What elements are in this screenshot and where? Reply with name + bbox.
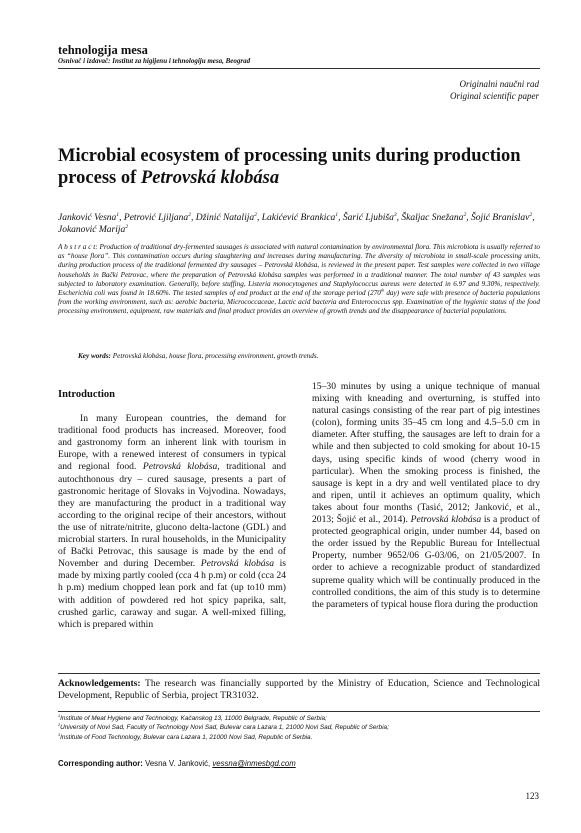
acknowledgements-label: Acknowledgements: [58, 678, 146, 689]
abstract-text-end: day) were safe with presence of bacteria populations from the working environment, such as: aerobic bacteria, Micrococcaceae, Lactic acid bacteria and Enterococcus spp. Examination of the hygienic status of the food processing environment, equipment, raw materials and final product provides an overview of growth trends and the disappearance of bacterial populations. [58, 289, 540, 316]
paper-type [450, 78, 539, 102]
author-affiliation-number: 2 [188, 211, 192, 218]
author-list: Janković Vesna$^1$, Petrović Ljiljana$^2$, Džinić Natalija$^2$, Lakićević Brankica$^1$, Šarić Ljubiša$^3$, Škaljac Snežana$^2$, Šojić Branislav$^2$, Jokanović Marija$^2$ [58, 211, 535, 235]
paper-type-local: Originalni naučni rad [459, 79, 539, 89]
journal-publisher: Osnivač i izdavač: Institut za higijenu i tehnologiju mesa, Beograd [58, 57, 251, 65]
intro-text: , traditional and autochthonous dry – cured sausage, presents a part of gastronomic heritage of Slovaks in Vojvodina. Nowadays, they are manufacturing the product in a traditional way according to the original recipe of their ancestors, without the use of nitrate/nitrite, glucono delta-lactone (GDL) and microbial starters. In rural households, in the Municipality of Bački Petrovac, this sausage is made by the end of November and during December. [58, 461, 287, 570]
acknowledgements-text: The research was financially supported by the Ministry of Education, Science and Technological Development, Republic of Serbia, project TR31032. [58, 678, 540, 702]
abstract-superscript: th [380, 287, 385, 293]
intro-text: 15–30 minutes by using a unique technique of manual mixing with kneading and overturning, is stuffed into natural casings consisting of the rear part of pig intestines (colon), forming units 35–45 cm long and 4.5–5.0 cm in diameter. After stuffing, the sausages are left to drain for a while and then subjected to cold smoking for about 10-15 days, using specific kinds of wood (cherry wood in particular). When the smoking process is finished, the sausage is kept in a dry and well ventilated place to dry and ripen, until it achieves an optimum quality, which takes about four months (Tasić, 2012; Janković, et al., 2013; Šojić et al., 2014). [312, 381, 540, 526]
header-rule [58, 68, 540, 69]
body-column-right [312, 381, 540, 611]
product-name: Petrovská klobása [142, 461, 218, 473]
author-affiliation-number: 2 [125, 223, 129, 230]
keywords-text: Petrovská klobása, house flora, processing environment, growth trends. [112, 352, 319, 360]
acknowledgements [58, 678, 540, 702]
keywords [78, 352, 538, 361]
corresponding-email-link[interactable]: vessna@inmesbgd.com [212, 759, 296, 768]
author-affiliation-number: 2 [254, 211, 257, 218]
abstract-text: Production of traditional dry-fermented sausages is associated with natural contamination by environmental flora. This microbiota is usually referred to as “house flora”. This contamination occurs during slaughtering and increases during manufacturing. The diversity of microbiota in small-scale processing units, during production process of the traditional fermented dry sausages – Petrovská klobása, is reviewed in the present paper. Test samples were collected in two village households in Bački Petrovac, where the preparation of Petrovská klobása samples was performed in a traditional manner. The total number of 43 samples was subjected to laboratory examination. Generally, before stuffing, Listeria monocytogenes and Staphylococcus aureus were detected in 6.97 and 9.30%, respectively. Escherichia coli was found in 18.60%. The tested samples of end product at the end of the storage period (270 [58, 243, 540, 298]
affiliation-footnote [58, 733, 540, 742]
author-name: Janković Vesna [58, 213, 117, 223]
affiliation-footnotes [58, 714, 540, 742]
affiliation-footnote [58, 723, 540, 732]
footnote-text: University of Novi Sad, Faculty of Technology Novi Sad, Bulevar cara Lazara 1, 21000 Novi Sad, Republic of Serbia; [60, 724, 389, 732]
author-affiliation-number: 3 [393, 211, 397, 218]
footnote-text: Institute of Food Technology, Bulevar cara Lazara 1, 21000 Novi Sad, Republic of Serbia. [60, 733, 313, 741]
author-name: Škaljac Snežana [401, 213, 464, 223]
affiliation-footnote [58, 714, 540, 723]
intro-text: In many European countries, the demand for traditional food products has increased. Moreover, food and gastronomy form an inherent link with tourism in Europe, with a renewed interest of consumers in typical and regional food. [58, 413, 286, 473]
abstract [58, 243, 540, 317]
intro-text: is made by mixing partly cooled (cca 4 h p.m) or cold (cca 24 h p.m) medium chopped lean pork and fat (up to10 mm) with addition of powdered red hot spicy paprika, salt, crushed garlic, caraway and sugar. A well-mixed filling, which is prepared within [58, 558, 286, 630]
page-number: 123 [525, 791, 539, 801]
intro-paragraph-1-continued [312, 381, 540, 611]
journal-title: tehnologija mesa [58, 43, 148, 57]
author-name: Jokanović Marija [58, 225, 126, 235]
paper-type-english: Original scientific paper [450, 91, 539, 101]
author-affiliation-number: 2 [463, 211, 467, 218]
author-name: Šojić Branislav [471, 213, 530, 223]
author-name: Petrović Ljiljana [123, 213, 189, 223]
intro-text: is a product of protected geographical origin, under number 44, based on the order issued by the Republic Bureau for Intellectual Property, number 9652/06 G-03/06, on 21/05/2007. In order to achieve a recognizable product of standardized supreme quality which will be continually produced in the controlled conditions, the aim of this study is to determine the parameters of typical house flora during the production [312, 514, 540, 610]
author-name: Lakićević Brankica [261, 213, 336, 223]
author-affiliation-number: 1 [116, 211, 120, 218]
corresponding-name: Vesna V. Janković, [145, 759, 213, 768]
body-column-left [58, 381, 286, 631]
footnote-number: 3 [58, 732, 61, 737]
footnote-text: Institute of Meat Hygiene and Technology, Kačanskog 13, 11000 Belgrade, Republic of Serbia; [60, 715, 327, 722]
product-name: Petrovská klobása [410, 514, 482, 526]
corresponding-label: Corresponding author: [58, 759, 146, 768]
footnote-number: 1 [58, 713, 61, 718]
footnotes-rule [58, 711, 540, 712]
keywords-label: Key words: [78, 352, 113, 360]
author-name: Šarić Ljubiša [342, 213, 394, 223]
paper-title [58, 145, 540, 189]
author-affiliation-number: 1 [335, 211, 339, 218]
intro-paragraph-1 [58, 413, 286, 631]
footnote-number: 2 [58, 723, 61, 728]
product-name: Petrovská klobása [200, 558, 275, 570]
acknowledgements-rule [58, 673, 540, 674]
paper-title-main: Microbial ecosystem of processing units during production process of [58, 146, 521, 188]
abstract-label: A b s t r a c t: [58, 243, 100, 251]
paper-title-italic: Petrovská klobása [140, 168, 280, 188]
author-name: Džinić Natalija [195, 213, 255, 223]
section-heading-introduction: Introduction [58, 389, 115, 400]
corresponding-author [58, 759, 540, 768]
author-affiliation-number: 2 [529, 211, 533, 218]
